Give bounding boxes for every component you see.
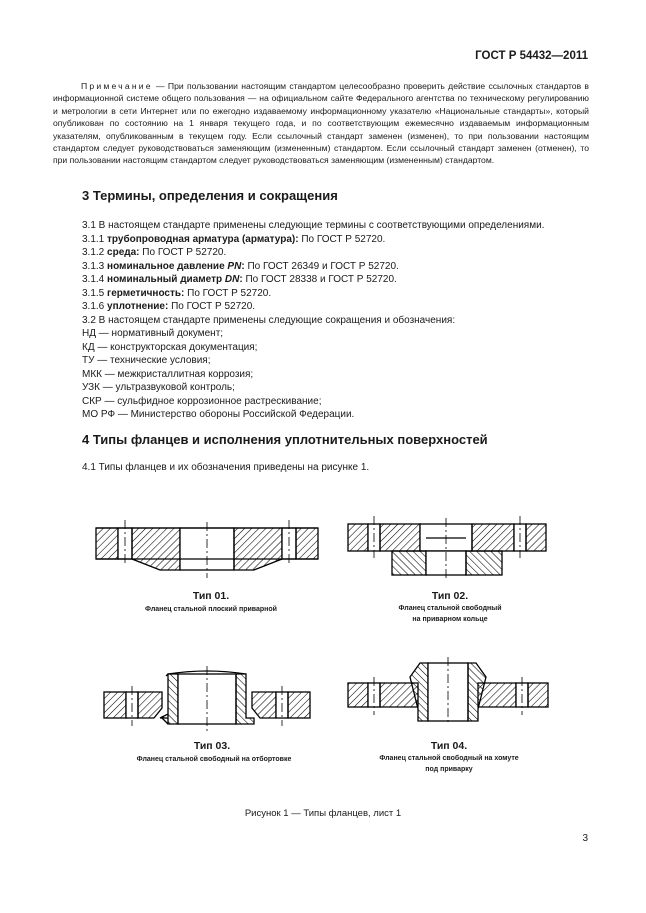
flange-type-01-drawing <box>90 520 326 582</box>
note-paragraph <box>53 80 589 167</box>
term-row: 3.1.1 трубопроводная арматура (арматура): По ГОСТ Р 52720. <box>82 233 386 245</box>
section-3-body <box>82 219 544 422</box>
abbr-row: УЗК — ультразвуковой контроль; <box>82 382 235 393</box>
abbr-row: МКК — межкристаллитная коррозия; <box>82 368 254 380</box>
paragraph-3-1: 3.1 В настоящем стандарте применены следующие термины с соответствующими определениями. <box>82 220 545 231</box>
type-02-description-line1: Фланец стальной свободный <box>398 605 502 612</box>
flange-type-02-drawing <box>342 516 557 582</box>
type-01-description: Фланец стальной плоский приварной <box>145 606 277 613</box>
type-03-label: Тип 03. <box>193 740 231 752</box>
type-03-description: Фланец стальной свободный на отбортовке <box>136 756 292 763</box>
abbr-row: КД — конструкторская документация; <box>82 341 258 353</box>
section-3-heading: 3 Термины, определения и сокращения <box>82 188 338 203</box>
type-04-description-line2: под приварку <box>425 766 473 773</box>
type-02-description-line2: на приварном кольце <box>412 616 488 623</box>
type-01-label: Тип 01. <box>192 590 230 602</box>
term-row: 3.1.6 уплотнение: По ГОСТ Р 52720. <box>82 301 256 312</box>
term-row: 3.1.2 среда: По ГОСТ Р 52720. <box>82 247 227 258</box>
type-04-description-line1: Фланец стальной свободный на хомуте <box>379 755 519 762</box>
section-4-heading: 4 Типы фланцев и исполнения уплотнительных поверхностей <box>82 432 488 447</box>
flange-type-04-drawing <box>342 655 554 727</box>
page-number: 3 <box>582 833 588 844</box>
flange-type-03-drawing <box>96 664 318 734</box>
term-row: 3.1.4 номинальный диаметр DN: По ГОСТ 28338 и ГОСТ Р 52720. <box>82 274 397 285</box>
term-row: 3.1.3 номинальное давление PN: По ГОСТ 26349 и ГОСТ Р 52720. <box>82 260 399 272</box>
abbr-row: СКР — сульфидное коррозионное растрескивание; <box>82 395 322 407</box>
abbr-row: НД — нормативный документ; <box>82 328 224 339</box>
paragraph-4-1: 4.1 Типы фланцев и их обозначения приведены на рисунке 1. <box>82 462 370 473</box>
abbr-row: МО РФ — Министерство обороны Российской Федерации. <box>82 409 355 420</box>
paragraph-3-2: 3.2 В настоящем стандарте применены следующие сокращения и обозначения: <box>82 314 456 326</box>
abbr-row: ТУ — технические условия; <box>82 355 211 366</box>
type-04-label: Тип 04. <box>430 740 468 752</box>
figure-caption: Рисунок 1 — Типы фланцев, лист 1 <box>244 808 402 819</box>
note-text: — При пользовании настоящим стандартом целесообразно проверить действие ссылочных стандартов в информационной системе общего пользования — на официальном сайте Федерального агентства по техническому регулированию и метрологии в сети Интернет или по ежегодно издаваемому информационному указателю «Национальные стандарты», который опубликован по состоянию на 1 января текущего года, и по соответствующим ежемесячно издаваемым информационным указателям, опубликованным в текущем году. Если ссылочный стандарт заменен (изменен), то при пользовании настоящим стандартом следует руководствоваться заменяющим (измененным) стандартом. Если ссылочный стандарт заменен (отменен), то при пользовании настоящим стандартом следует руководствоваться заменяющим (измененным) стандартом. <box>53 81 589 166</box>
term-row: 3.1.5 герметичность: По ГОСТ Р 52720. <box>82 287 272 299</box>
note-label: Примечание <box>81 81 153 91</box>
document-header: ГОСТ Р 54432—2011 <box>475 50 588 62</box>
type-02-label: Тип 02. <box>431 590 469 602</box>
